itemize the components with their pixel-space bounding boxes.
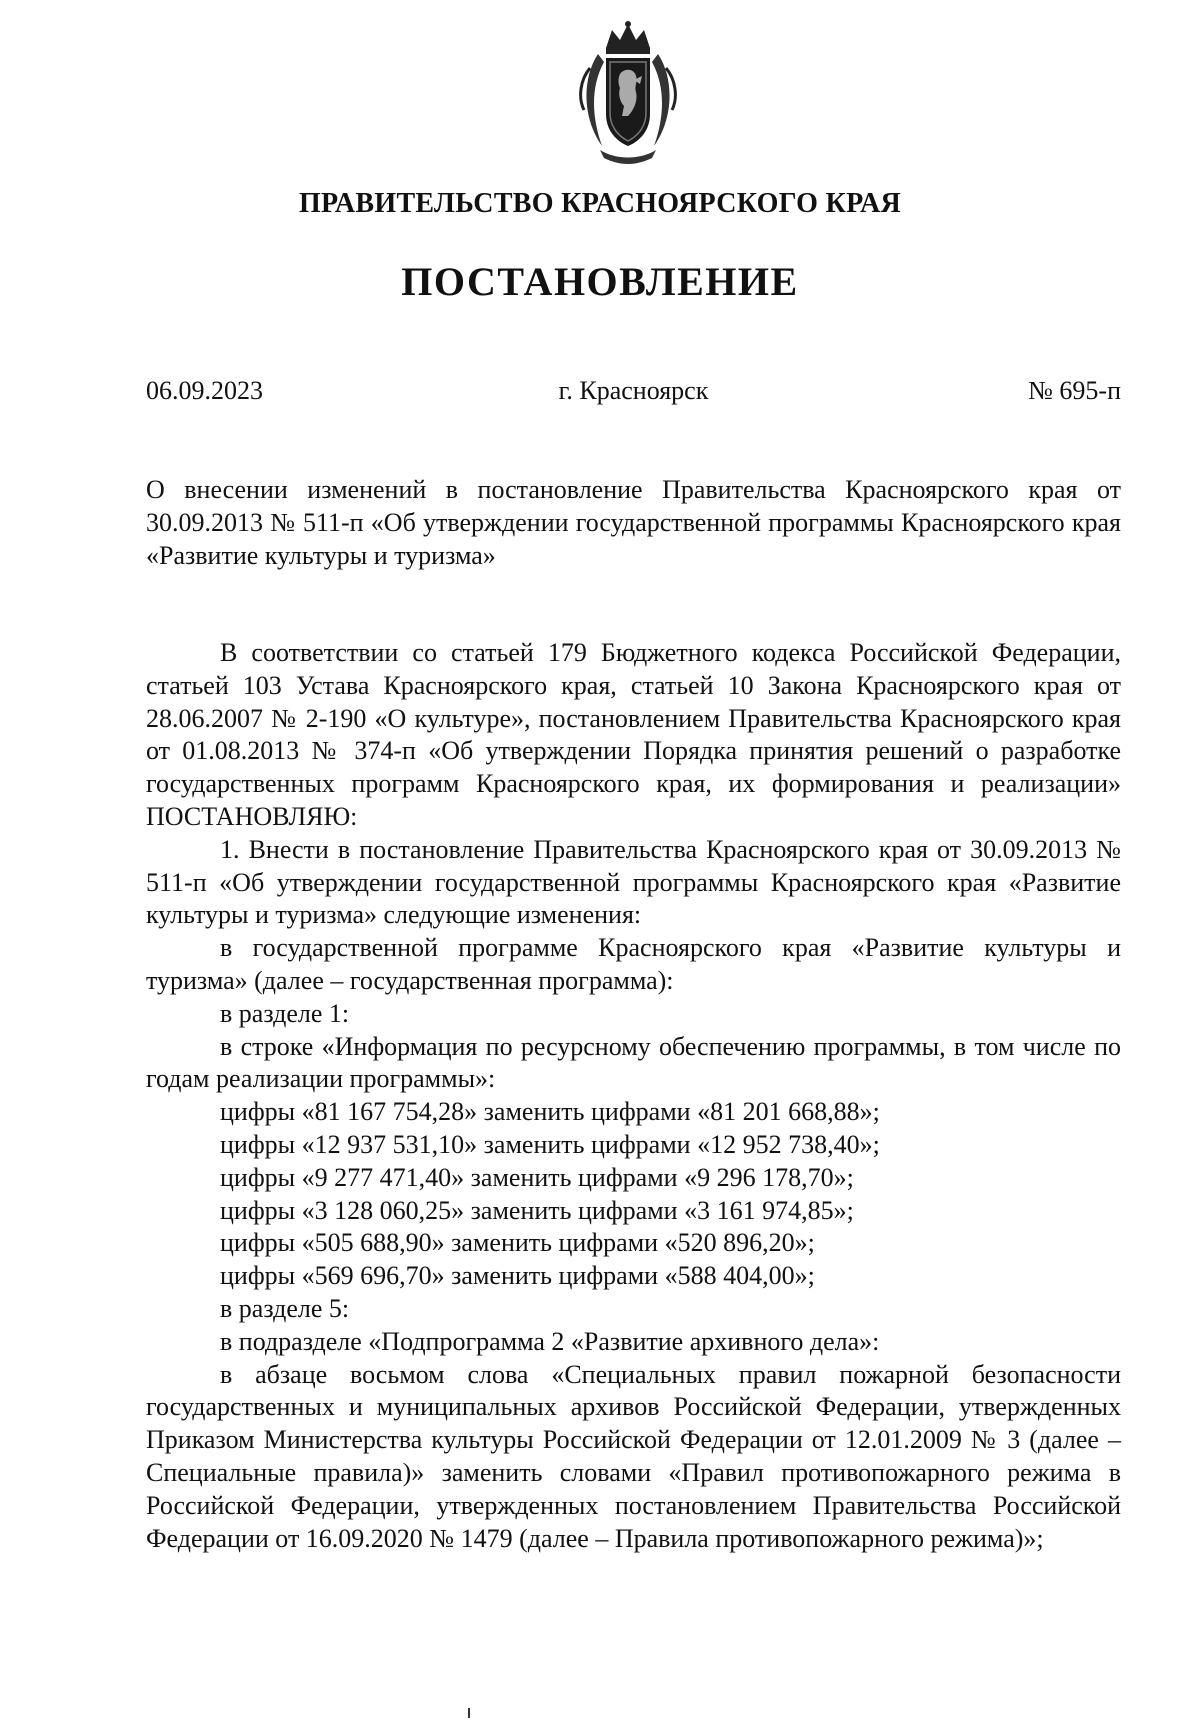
document-body <box>146 637 1121 1555</box>
document-number: № 695-п <box>1028 376 1121 405</box>
paragraph-program-intro: в государственной программе Красноярского края «Развитие культуры и туризма» (далее – государственная программа): <box>146 933 1121 995</box>
paragraph-figures-2: цифры «12 937 531,10» заменить цифрами «12 952 738,40»; <box>220 1129 880 1159</box>
paragraph-item-1: 1. Внести в постановление Правительства Красноярского края от 30.09.2013 № 511-п «Об утверждении государственной программы Красноярского края «Развитие культуры и туризма» следующие изменения: <box>146 834 1121 930</box>
paragraph-figures-3: цифры «9 277 471,40» заменить цифрами «9 296 178,70»; <box>220 1162 854 1192</box>
organization-title: ПРАВИТЕЛЬСТВО КРАСНОЯРСКОГО КРАЯ <box>298 188 902 219</box>
paragraph-figures-6: цифры «569 696,70» заменить цифрами «588 404,00»; <box>220 1261 815 1291</box>
paragraph-legal-basis: В соответствии со статьей 179 Бюджетного кодекса Российской Федерации, статьей 103 Устава Красноярского края, статьей 10 Закона Красноярского края от 28.06.2007 № 2-190 «О культуре», постановлением Правительства Красноярского края от 01.08.2013 № 374-п «Об утверждении Порядка принятия решений о разработке государственных программ Красноярского края, их формирования и реализации» ПОСТАНОВЛЯЮ: <box>146 638 1121 831</box>
paragraph-subsection: в подразделе «Подпрограмма 2 «Развитие архивного дела»: <box>220 1326 880 1356</box>
scan-mark <box>468 1708 470 1718</box>
document-type-title: ПОСТАНОВЛЕНИЕ <box>401 259 799 304</box>
document-meta-row <box>146 376 1121 410</box>
document-date: 06.09.2023 <box>146 376 263 405</box>
paragraph-section-5: в разделе 5: <box>220 1293 350 1323</box>
document-city: г. Красноярск <box>558 376 709 405</box>
paragraph-figures-5: цифры «505 688,90» заменить цифрами «520 896,20»; <box>220 1228 815 1258</box>
paragraph-eighth-abzac: в абзаце восьмом слова «Специальных правил пожарной безопасности государственных и муниципальных архивов Российской Федерации, утвержденных Приказом Министерства культуры Российской Федерации от 12.01.2009 № 3 (далее – Специальные правила)» заменить словами «Правил противопожарного режима в Российской Федерации, утвержденных постановлением Правительства Российской Федерации от 16.09.2020 № 1479 (далее – Правила противопожарного режима)»; <box>146 1359 1121 1553</box>
document-subject: О внесении изменений в постановление Правительства Красноярского края от 30.09.2013 № 511-п «Об утверждении государственной программы Красноярского края «Развитие культуры и туризма» <box>146 475 1121 570</box>
paragraph-resource-row: в строке «Информация по ресурсному обеспечению программы, в том числе по годам реализации программы»: <box>146 1031 1121 1094</box>
paragraph-section-1: в разделе 1: <box>220 998 350 1028</box>
paragraph-figures-4: цифры «3 128 060,25» заменить цифрами «3 161 974,85»; <box>220 1195 854 1225</box>
paragraph-figures-1: цифры «81 167 754,28» заменить цифрами «81 201 668,88»; <box>220 1097 880 1127</box>
coat-of-arms-emblem <box>576 18 680 166</box>
